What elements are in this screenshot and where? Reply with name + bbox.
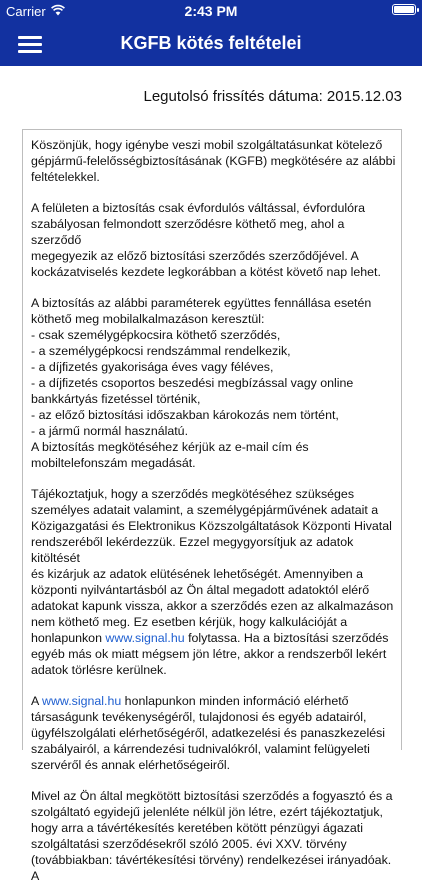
signal-link[interactable]: www.signal.hu (105, 631, 185, 645)
carrier-label: Carrier (6, 4, 46, 19)
paragraph-text: folytassa. Ha a biztosítási szerződés egyéb más ok miatt mégsem jön létre, akkor a rendszerből lekért adatok törlésre kerülnek. (31, 631, 389, 677)
terms-paragraph-website (31, 693, 396, 773)
paragraph-text: A (31, 694, 43, 708)
terms-scroll-view[interactable] (22, 129, 402, 883)
terms-paragraph-intro: Köszönjük, hogy igénybe veszi mobil szolgáltatásunkat kötelező gépjármű-felelősségbiztosításának (KGFB) megkötésére az alábbi feltételekkel. (31, 138, 396, 184)
status-time: 2:43 PM (184, 3, 238, 19)
terms-paragraph-distance-sales: Mivel az Ön által megkötött biztosítási szerződés a fogyasztó és a szolgáltató egyidejű jelenléte nélkül jön létre, ezért tájékoztatjuk, hogy arra a távértékesítés keretében kötött pénzügyi ágazati szolgáltatási szerződésekről szóló 2005. évi XXV. törvény (továbbiakban: távértékesítési törvény) rendelkezései irányadóak. A (31, 789, 393, 883)
page-title: KGFB kötés feltételei (120, 33, 302, 53)
battery-icon (392, 4, 416, 15)
terms-paragraph-anniversary: A felületen a biztosítás csak évfordulós váltással, évfordulóra szabályosan felmondott szerződésre köthető meg, ahol a szerződő megegyezik az előző biztosítási szerződés szerződőjével. A kockázatviselés kezdete legkorábban a kötést követő nap lehet. (31, 201, 381, 279)
paragraph-text: honlapunkon minden információ elérhető társaságunk tevékenységéről, tulajdonosi és egyéb adatairól, ügyfélszolgálati elérhetőségéről, adatkezelési és panaszkezelési szabályairól, a kárrendezési tudnivalókról, valamint felügyeleti szervéről és annak elérhetőségeiről. (31, 694, 386, 772)
terms-text (23, 130, 401, 884)
signal-link[interactable]: www.signal.hu (42, 694, 122, 708)
status-bar (0, 0, 422, 22)
status-right (392, 4, 416, 15)
terms-paragraph-conditions: A biztosítás az alábbi paraméterek együttes fennállása esetén köthető meg mobilalkalmazáson keresztül: - csak személygépkocsira köthető szerződés, - a személygépkocsi rendszámmal rendelkezik, - a díjfizetés gyakorisága éves vagy féléves, - a díjfizetés csoportos beszedési megbízással vagy online bankkártyás fizetéssel történik, - az előző biztosítási időszakban károkozás nem történt, - a jármű normál használatú. A biztosítás megkötéséhez kérjük az e-mail cím és mobiltelefonszám megadását. (31, 296, 372, 470)
paragraph-text: Tájékoztatjuk, hogy a szerződés megkötéséhez szükséges személyes adatait valamint, a személygépjárművének adatait a Közigazgatási és Elektronikus Közszolgáltatások Központi Hivatal rendszeréből lekérdezzük. Ezzel megygyorsítjuk az adatok kitöltését és kizárjuk az adatok elütésének lehetőségét. Amennyiben a központi nyilvántartásból az Ön által megadott adatoktól elérő adatokat kapunk vissza, akkor a szerződés ezen az alkalmazáson nem köthető meg. Ez esetben kérjük, hogy kalkulációját a honlapunkon (31, 487, 394, 645)
last-updated-date: Legutolsó frissítés dátuma: 2015.12.03 (143, 88, 402, 105)
nav-bar (0, 22, 422, 66)
terms-paragraph-data-query (31, 486, 396, 678)
